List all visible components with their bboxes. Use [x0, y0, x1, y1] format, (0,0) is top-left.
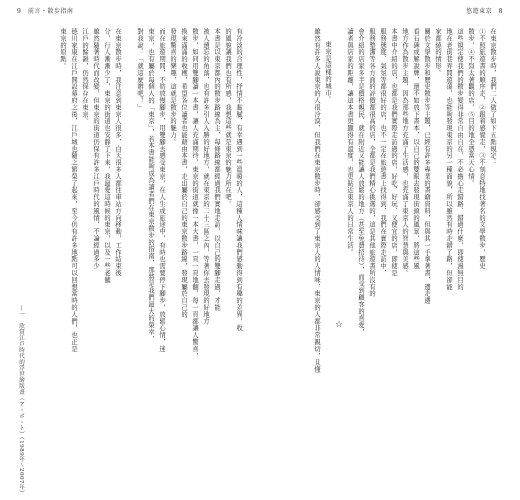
- text-column: 家都繞的情形。: [434, 28, 441, 77]
- text-column: 在東京散步時，我注意到東京人很多，白天很多人都往車站方向移動，工作結束後: [114, 28, 121, 277]
- text-column: 雖然隨著時代而改變，但東京的街道仍保有許多江戶時代的風情，不論經過多少: [92, 28, 99, 270]
- right-page-body: [270, 28, 498, 468]
- text-column: 本書中介紹的店，也都是我們實際走訪過的店，好吃、好玩、又便宜的店，即使是: [390, 28, 397, 277]
- text-column: 發現驚喜的樂趣，這就是散步的魅力。: [169, 28, 176, 146]
- text-column: 會介紹的店家多半是價格親民、就在附近又能讓人放鬆的地方（甚至免費招待），而受到顧客的喜愛，: [357, 28, 364, 336]
- text-column: 讀者與店家的距離，讓這本書更顯得有溫度，也更貼近東京人的日常生活。: [346, 28, 353, 256]
- text-column: 雖然有許多人說東京的人很冷漠，但我們在東京散步時，卻感受到了東京人的人情味，東京的人都非常親切，且懂: [313, 28, 320, 373]
- text-column: 散步，如同用雙腳讀一本書，讓人充滿期待，東京的街道就像一本大書，一頁一頁地翻，每一頁都讓人驚喜，: [191, 28, 198, 360]
- left-page-header: 9 前言・散步指南: [17, 8, 74, 15]
- text-column: 對我說：「就這麼辦吧！」: [136, 28, 143, 111]
- text-column: 這些規定使我們的散步變得非常自由自在，不必擔心走錯路、錯過什麼，即使漫無目的: [456, 28, 463, 291]
- paragraph-gap: [123, 28, 134, 448]
- text-column: 而在旅遊期間，不妨放慢腳步，用雙腳去感受東京，在人生或旅途中，有時也需要停下腳步，放鬆心情，迷: [158, 28, 165, 353]
- text-column: 東京是這樣的城市。: [324, 41, 331, 104]
- text-column: 分，行人漸漸少了，東京的街道也安靜了下來，我最愛這時候的東京，以及一些老舖: [103, 28, 110, 284]
- text-column: ①不照旅遊書的順序走，②跟着感覺走，③不刻意特地找著名的文學散步，歷史: [478, 28, 485, 270]
- page-footnote: —一 欣賞江戶時代的浮世繪版畫（ア・ボ・ト）（1989年～2007年）: [18, 305, 24, 496]
- text-column: 散步，④不寫太著觀的店，⑤目的地全憑當天心情。: [467, 28, 474, 187]
- text-column: 江戶的餘韻，仍然保存在東京。: [81, 28, 88, 125]
- section-star-ornament: ☆: [334, 320, 344, 331]
- right-page-header: 悠遊東京 8: [466, 8, 503, 15]
- left-page-body: [22, 28, 244, 468]
- text-column: 東京的原點。: [59, 28, 66, 70]
- text-column: 德川家康在江戶開設幕府之後，江戶城也隨之繁榮了起來，至今仍有許多地點可以回想當時的人們，也正是: [70, 28, 77, 353]
- text-column: 東京，也有屬於每個人的「東京」，若本書能夠成為讀者們在東京散步的指南，那將是我們最大的榮幸，: [147, 28, 154, 343]
- text-column: 服務態度、氣氛等都很好的店，也不一定在旅遊書上找得到，我們在實際走訪中，: [379, 28, 386, 277]
- text-column: 被人遺忘的角落，也有許多引人入勝的好地方，就在東京的二十三區之內，等著你去發現的好地方: [202, 28, 209, 325]
- text-column: 地方作為散步主題，因為那些地方充滿了生活感，也充滿了東京人的智慧與美感。: [401, 28, 408, 277]
- text-column: 在東京散步時，我們二人做了如下五點規定：: [489, 28, 496, 166]
- text-column: 關於文學散步和歷史散步等主題，已經有許多專業的書籍資料，但與其一手拿著書，邊走邊: [423, 28, 430, 304]
- text-column: 換來滿滿的收穫，希望各位讀者也能藉由本書，走出屬於自己的東京散步路線，發現屬於自己的: [180, 28, 187, 318]
- text-column: 有冷淡的合理性，抒情不黏膩，有幸遇到一些溫暖的人，這種人情味讓我們感動得到有趣的差異，收: [235, 28, 242, 332]
- text-column: 本書是以東京都內的散步路線為主，每條路線都經過我們實地走訪，以自己的雙腳走過，才能: [213, 28, 220, 311]
- text-column: 看石碑或解說牌，還不如放下書本，以自己的雙眼去發現街頭的風景，將這些風: [412, 28, 419, 270]
- text-column: 的風貌讓我們也有所感，我想這些就是東京的魅力所在吧。: [224, 28, 231, 208]
- text-column: 服務整潔等各方面的評價都很高的店，全都是我們精心挑選的，這是其他旅遊書所沒有的: [368, 28, 375, 298]
- text-column: 地在老街巷弄間遊蕩，也能夠發現東京的另一種面貌，所以雖然有時走錯了路，但卻能: [445, 28, 452, 291]
